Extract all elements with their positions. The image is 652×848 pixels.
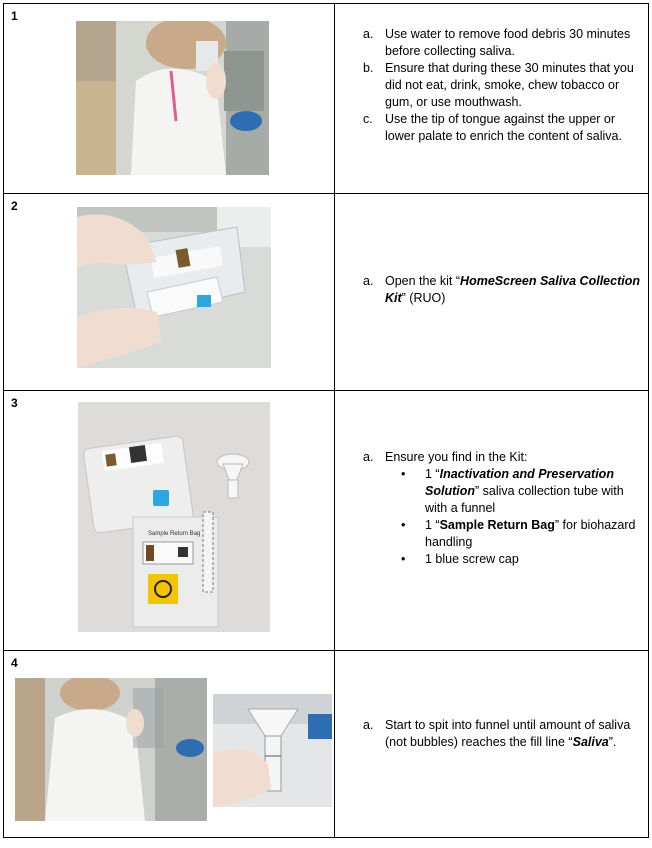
list-item: a. Open the kit “HomeScreen Saliva Collection Kit” (RUO): [363, 274, 640, 305]
step-number: 1: [11, 9, 18, 23]
step-row-1: [4, 4, 649, 194]
list-item: • 1 “Inactivation and Preservation Solution” saliva collection tube with with a funnel: [401, 467, 624, 515]
list-item: c. Use the tip of tongue against the upper or lower palate to enrich the content of saliva.: [363, 112, 622, 143]
instruction-table: [3, 3, 649, 838]
list-item: a. Start to spit into funnel until amount of saliva (not bubbles) reaches the fill line “Saliva”.: [363, 718, 631, 749]
kit-contents-photo: [78, 402, 270, 632]
step-image-cell-3: [4, 391, 335, 651]
step-instructions: [363, 273, 640, 307]
step-text-cell-4: [335, 651, 649, 838]
list-item: a. Use water to remove food debris 30 minutes before collecting saliva.: [363, 27, 631, 58]
step-image-cell-4: [4, 651, 335, 838]
step-number: 4: [11, 656, 18, 670]
spitting-into-funnel-photo: [15, 678, 207, 821]
step-image-cell-1: [4, 4, 335, 194]
list-item: b. Ensure that during these 30 minutes that you did not eat, drink, smoke, chew tobacco or gum, or use mouthwash.: [363, 61, 634, 109]
step-instructions: [363, 26, 640, 145]
kit-contents-list: [385, 466, 640, 568]
step-text-cell-1: [335, 4, 649, 194]
list-item: • 1 blue screw cap: [401, 552, 519, 566]
list-item: • 1 “Sample Return Bag” for biohazard handling: [401, 518, 636, 549]
step-number: 3: [11, 396, 18, 410]
person-drinking-water-photo: [76, 21, 269, 175]
step-image-cell-2: [4, 194, 335, 391]
fill-line-label: Saliva: [572, 735, 609, 749]
bag-label: Sample Return Bag: [148, 531, 201, 537]
step-instructions: [363, 449, 640, 568]
step-row-3: [4, 391, 649, 651]
step-row-2: [4, 194, 649, 391]
funnel-tube-closeup-photo: [213, 694, 332, 807]
list-item: a. Ensure you find in the Kit: • 1 “Inactivation and Preservation Solution” saliva collection tube with with a funnel • 1 “Sample Return Bag” for biohazard handling • 1 blue screw cap: [363, 449, 640, 568]
step-text-cell-2: [335, 194, 649, 391]
step-instructions: [363, 717, 640, 751]
opening-kit-photo: [77, 207, 271, 368]
step-row-4: [4, 651, 649, 838]
step-number: 2: [11, 199, 18, 213]
step-text-cell-3: [335, 391, 649, 651]
kit-name: HomeScreen Saliva Collection Kit: [385, 274, 640, 305]
